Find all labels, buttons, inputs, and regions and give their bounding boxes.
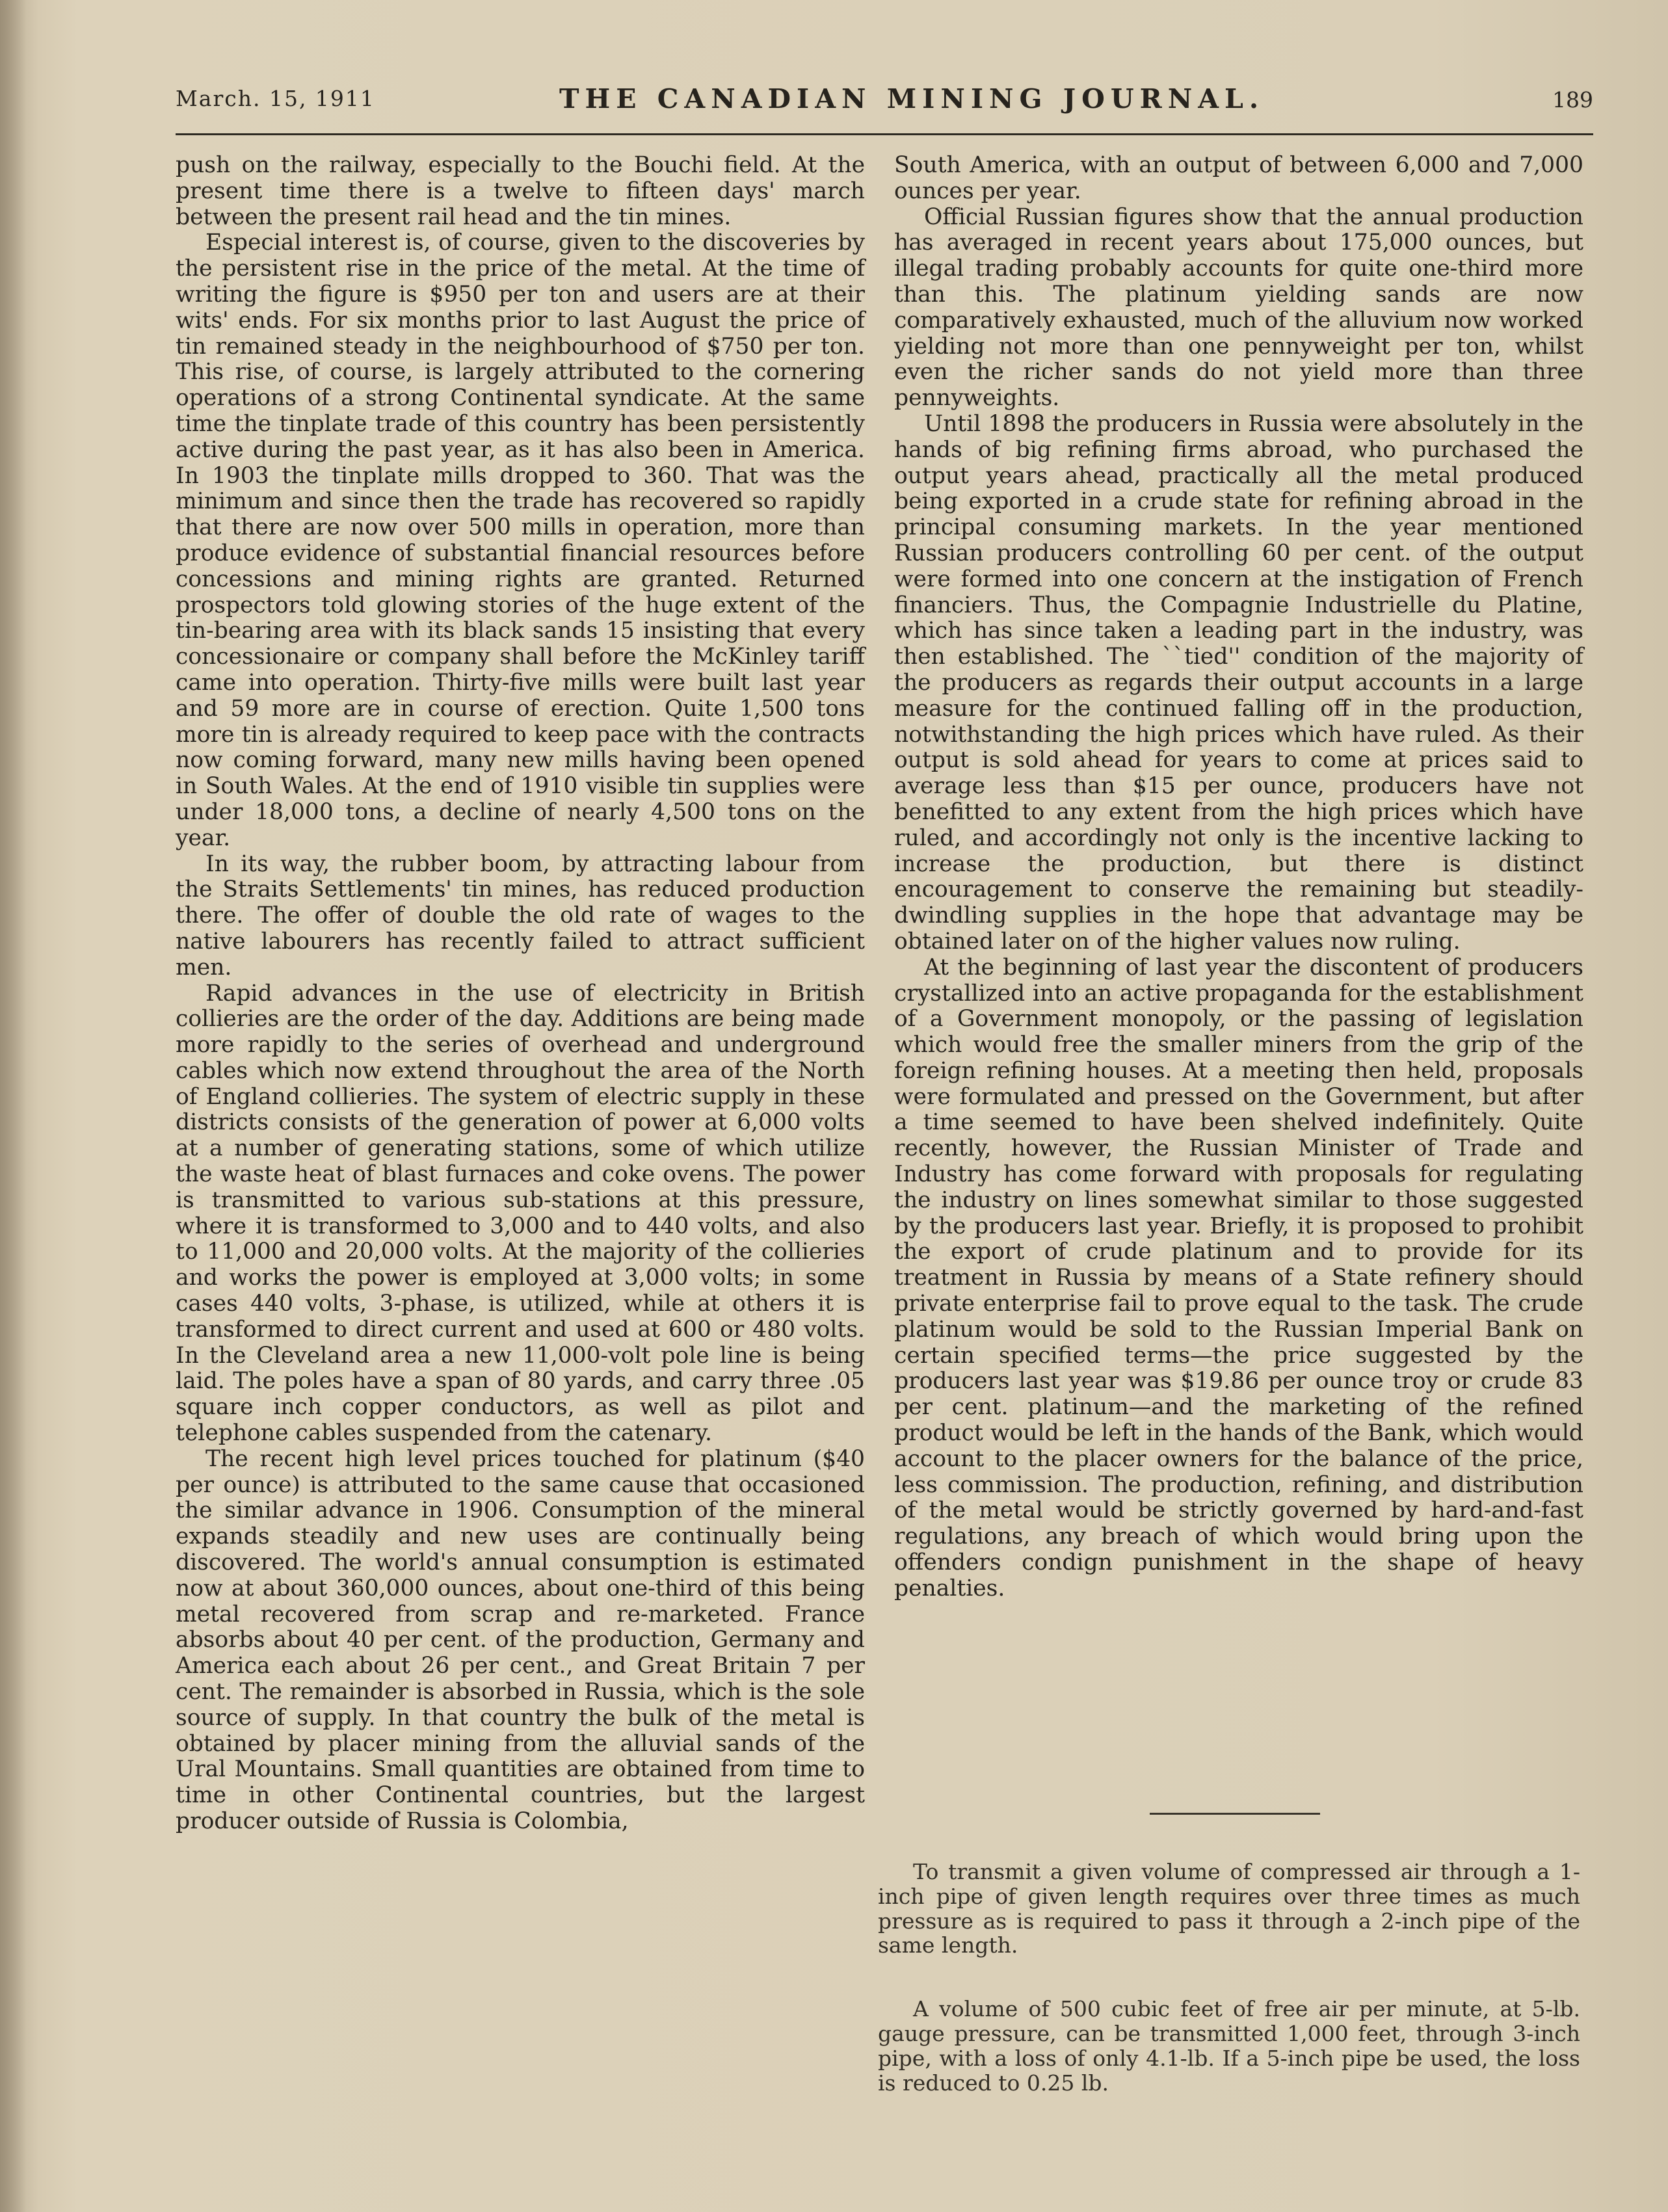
paragraph: At the beginning of last year the discontent of producers crystallized into an active propaganda for the establishment of a Government monopoly, or the passing of legislation which would free the smaller miners from the grip of the foreign refining houses. At a meeting then held, proposals were formulated and pressed on the Government, but after a time seemed to have been shelved indefinitely. Quite recently, however, the Russian Minister of Trade and Industry has come forward with proposals for regulating the industry on lines somewhat similar to those suggested by the producers last year. Briefly, it is proposed to prohibit the export of crude platinum and to provide for its treatment in Russia by means of a State refinery should private enterprise fail to prove equal to the task. The crude platinum would be sold to the Russian Imperial Bank on certain specified terms—the price suggested by the producers last year was $19.86 per ounce troy or crude 83 per cent. platinum—and the marketing of the refined product would be left in the hands of the Bank, which would account to the placer owners for the balance of the price, less commission. The production, refining, and distribution of the metal would be strictly governed by hard-and-fast regulations, any breach of which would bring upon the offenders condign punishment in the shape of heavy penalties. (894, 954, 1583, 1601)
paragraph: In its way, the rubber boom, by attracting labour from the Straits Settlements' tin mines, has reduced production there. The offer of double the old rate of wages to the native labourers has recently failed to attract sufficient men. (176, 850, 865, 981)
paragraph: Official Russian figures show that the annual production has averaged in recent years about 175,000 ounces, but illegal trading probably accounts for quite one-third more than this. The platinum yielding sands are now comparatively exhausted, much of the alluvium now worked yielding not more than one pennyweight per ton, whilst even the richer sands do not yield more than three pennyweights. (894, 204, 1583, 412)
header-rule (176, 133, 1593, 135)
page-number: 189 (1552, 87, 1593, 112)
paragraph: push on the railway, especially to the Bouchi field. At the present time there is a twelve to fifteen days' march between the present rail head and the tin mines. (176, 152, 865, 230)
paragraph: Until 1898 the producers in Russia were absolutely in the hands of big refining firms abroad, who purchased the output years ahead, practically all the metal produced being exported in a crude state for refining abroad in the principal consuming markets. In the year mentioned Russian producers controlling 60 per cent. of the output were formed into one concern at the instigation of French financiers. Thus, the Compagnie Industrielle du Platine, which has since taken a leading part in the industry, was then established. The ``tied'' condition of the majority of the producers as regards their output accounts in a large measure for the continued falling off in the production, notwithstanding the high prices which have ruled. As their output is sold ahead for years to come at prices said to average less than $15 per ounce, producers have not benefitted to any extent from the high prices which have ruled, and accordingly not only is the incentive lacking to increase the production, but there is distinct encouragement to conserve the remaining but steadily-dwindling supplies in the hope that advantage may be obtained later on of the higher values now ruling. (894, 410, 1583, 955)
paragraph: Especial interest is, of course, given to the discoveries by the persistent rise in the price of the metal. At the time of writing the figure is $950 per ton and users are at their wits' ends. For six months prior to last August the price of tin remained steady in the neighbourhood of $750 per ton. This rise, of course, is largely attributed to the cornering operations of a strong Continental syndicate. At the same time the tinplate trade of this country has been persistently active during the past year, as it has also been in America. In 1903 the tinplate mills dropped to 360. That was the minimum and since then the trade has recovered so rapidly that there are now over 500 mills in operation, more than produce evidence of substantial financial resources before concessions and mining rights are granted. Returned prospectors told glowing stories of the huge extent of the tin-bearing area with its black sands 15 insisting that every concessionaire or company shall before the McKinley tariff came into operation. Thirty-five mills were built last year and 59 more are in course of erection. Quite 1,500 tons more tin is already required to keep pace with the contracts now coming forward, many new mills having been opened in South Wales. At the end of 1910 visible tin supplies were under 18,000 tons, a decline of nearly 4,500 tons on the year. (176, 230, 865, 851)
right-column (894, 153, 1583, 1602)
binding-shadow (0, 0, 26, 2212)
notes-section (878, 1860, 1580, 2134)
journal-title: THE CANADIAN MINING JOURNAL. (559, 83, 1265, 114)
left-column (176, 153, 865, 1835)
paragraph: South America, with an output of between 6,000 and 7,000 ounces per year. (894, 152, 1583, 204)
running-header (176, 79, 1593, 125)
paragraph: Rapid advances in the use of electricity in British collieries are the order of the day. Additions are being made more rapidly to the series of overhead and underground cables which now extend throughout the area of the North of England collieries. The system of electric supply in these districts consists of the generation of power at 6,000 volts at a number of generating stations, some of which utilize the waste heat of blast furnaces and coke ovens. The power is transmitted to various sub-stations at this pressure, where it is transformed to 3,000 and to 440 volts, and also to 11,000 and 20,000 volts. At the majority of the collieries and works the power is employed at 3,000 volts; in some cases 440 volts, 3-phase, is utilized, while at others it is transformed to direct current and used at 600 or 480 volts. In the Cleveland area a new 11,000-volt pole line is being laid. The poles have a span of 80 yards, and carry three .05 square inch copper conductors, as well as pilot and telephone cables suspended from the catenary. (176, 980, 865, 1447)
section-separator (1150, 1813, 1320, 1815)
paragraph: The recent high level prices touched for platinum ($40 per ounce) is attributed to the same cause that occasioned the similar advance in 1906. Consumption of the mineral expands steadily and new uses are continually being discovered. The world's annual consumption is estimated now at about 360,000 ounces, about one-third of this being metal recovered from scrap and re-marketed. France absorbs about 40 per cent. of the production, Germany and America each about 26 per cent., and Great Britain 7 per cent. The remainder is absorbed in Russia, which is the sole source of supply. In that country the bulk of the metal is obtained by placer mining from the alluvial sands of the Ural Mountains. Small quantities are obtained from time to time in other Continental countries, but the largest producer outside of Russia is Colombia, (176, 1445, 865, 1834)
note-paragraph: A volume of 500 cubic feet of free air per minute, at 5-lb. gauge pressure, can be transmitted 1,000 feet, through 3-inch pipe, with a loss of only 4.1-lb. If a 5-inch pipe be used, the loss is reduced to 0.25 lb. (878, 1996, 1580, 2096)
note-paragraph: To transmit a given volume of compressed air through a 1-inch pipe of given length requires over three times as much pressure as is required to pass it through a 2-inch pipe of the same length. (878, 1859, 1580, 1958)
issue-date: March. 15, 1911 (176, 86, 375, 111)
